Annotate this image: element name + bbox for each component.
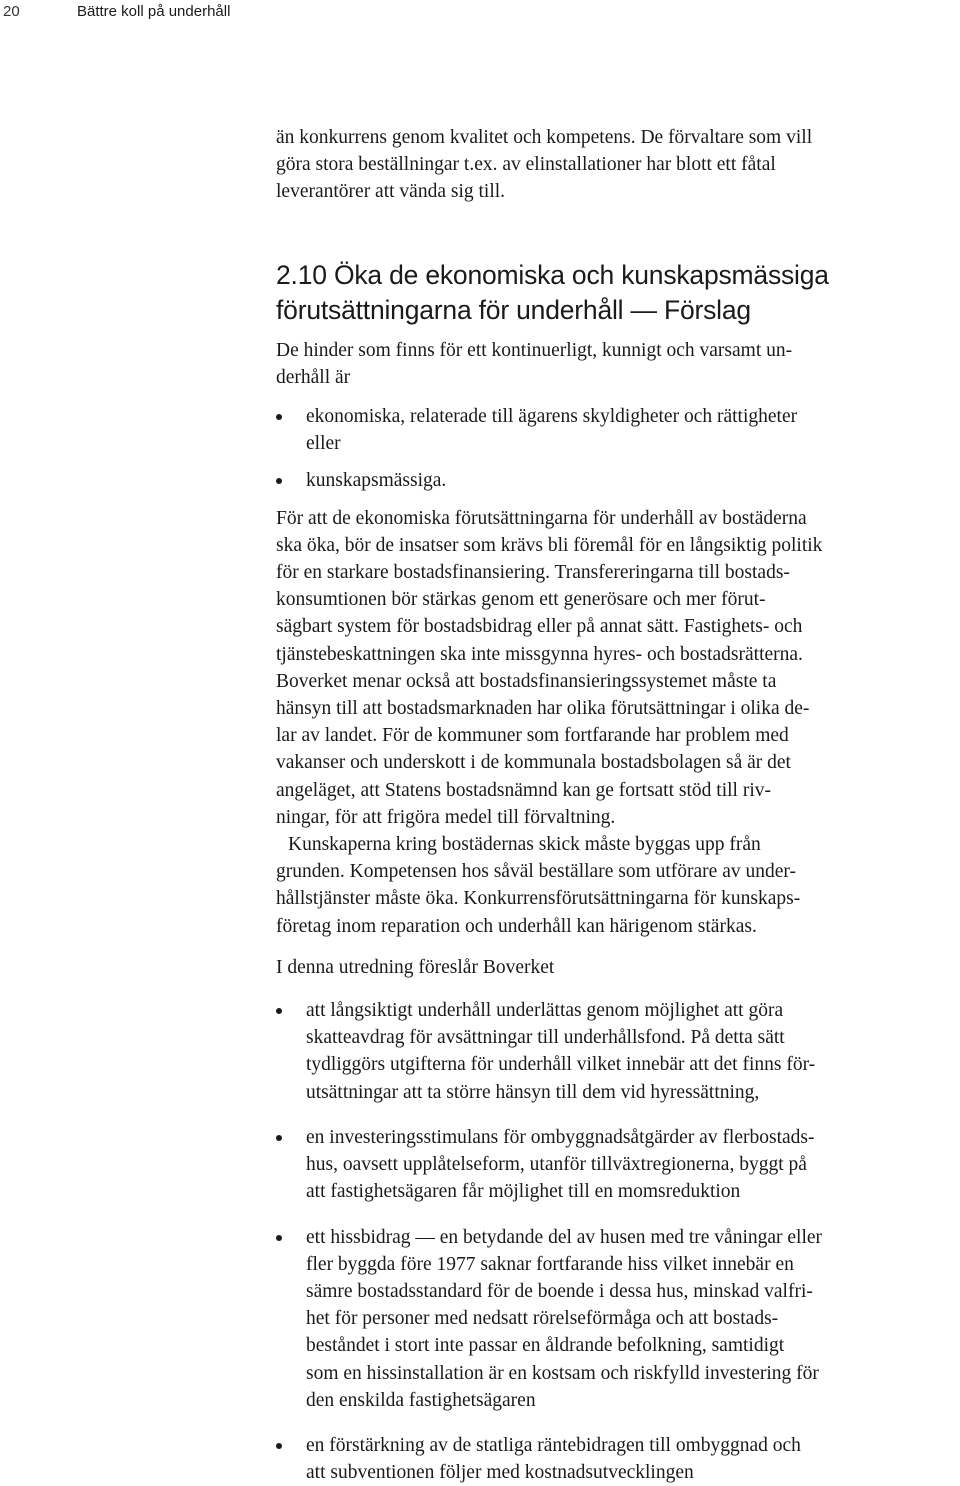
heading-line: förutsättningarna för underhåll — Förslag	[276, 294, 751, 325]
body-paragraph	[276, 505, 960, 831]
text-line: tydliggörs utgifterna för underhåll vilket innebär att det finns för-	[306, 1054, 816, 1076]
text-line: företag inom reparation och underhåll kan härigenom stärkas.	[276, 915, 757, 937]
running-title: Bättre koll på underhåll	[77, 3, 231, 20]
text-line: Boverket menar också att bostadsfinansieringssystemet måste ta	[276, 670, 777, 692]
list-item	[276, 1124, 960, 1206]
text-line: hållstjänster måste öka. Konkurrensförutsättningarna för kunskaps-	[276, 888, 801, 910]
intro-paragraph	[276, 124, 960, 206]
text-line: grunden. Kompetensen hos såväl beställare som utförare av under-	[276, 861, 796, 883]
heading-line: 2.10 Öka de ekonomiska och kunskapsmässiga	[276, 259, 829, 290]
text-line: Kunskaperna kring bostädernas skick måste byggas upp från	[288, 834, 761, 856]
list-item	[276, 403, 960, 457]
bullet-icon	[276, 1135, 282, 1141]
text-line: tjänstebeskattningen ska inte missgynna hyres- och bostadsrätterna.	[276, 643, 803, 665]
bullet-icon	[276, 414, 282, 420]
text-line: att långsiktigt underhåll underlättas genom möjlighet att göra	[306, 1000, 784, 1022]
text-line: konsumtionen bör stärkas genom ett generösare och mer förut-	[276, 589, 766, 611]
text-line: sägbart system för bostadsbidrag eller på annat sätt. Fastighets- och	[276, 616, 803, 638]
page-number: 20	[3, 3, 20, 20]
text-line: De hinder som finns för ett kontinuerligt, kunnigt och varsamt un-	[276, 339, 793, 361]
page-body	[276, 124, 960, 1486]
text-line: eller	[306, 433, 341, 455]
text-line: ska öka, bör de insatser som krävs bli föremål för en långsiktig politik	[276, 534, 823, 556]
obstacle-list	[276, 403, 960, 495]
text-line: en investeringsstimulans för ombyggnadsåtgärder av flerbostads-	[306, 1126, 815, 1148]
lead-paragraph	[276, 337, 960, 391]
text-line: göra stora beställningar t.ex. av elinstallationer har blott ett fåtal	[276, 154, 776, 176]
list-item	[276, 467, 960, 494]
text-line: beståndet i stort inte passar en åldrande befolkning, samtidigt	[306, 1335, 785, 1357]
text-line: sämre bostadsstandard för de boende i dessa hus, minskad valfri-	[306, 1280, 813, 1302]
text-line: hus, oavsett upplåtelseform, utanför tillväxtregionerna, byggt på	[306, 1154, 807, 1176]
text-line: att subventionen följer med kostnadsutvecklingen	[306, 1462, 694, 1484]
proposal-list	[276, 997, 960, 1486]
text-line: utsättningar att ta större hänsyn till dem vid hyressättning,	[306, 1081, 760, 1103]
text-line: skatteavdrag för avsättningar till underhållsfond. På detta sätt	[306, 1027, 785, 1049]
text-line: lar av landet. För de kommuner som fortfarande har problem med	[276, 725, 789, 747]
text-line: fler byggda före 1977 saknar fortfarande hiss vilket innebär en	[306, 1253, 794, 1275]
text-line: en förstärkning av de statliga räntebidragen till ombyggnad och	[306, 1434, 801, 1456]
text-line: hänsyn till att bostadsmarknaden har olika förutsättningar i olika de-	[276, 698, 810, 720]
text-line: ningar, för att frigöra medel till förvaltning.	[276, 806, 616, 828]
section-spacer	[276, 206, 960, 258]
body-paragraph-2	[276, 831, 960, 940]
text-line: att fastighetsägaren får möjlighet till en momsreduktion	[306, 1181, 741, 1203]
list-item	[276, 1432, 960, 1486]
text-line: ett hissbidrag — en betydande del av husen med tre våningar eller	[306, 1226, 823, 1248]
text-line: het för personer med nedsatt rörelseförmåga och att bostads-	[306, 1308, 779, 1330]
bullet-icon	[276, 478, 282, 484]
text-line: ekonomiska, relaterade till ägarens skyldigheter och rättigheter	[306, 406, 798, 428]
section-heading	[276, 258, 960, 328]
bullet-icon	[276, 1008, 282, 1014]
text-line: För att de ekonomiska förutsättningarna för underhåll av bostäderna	[276, 507, 807, 529]
text-line: som en hissinstallation är en kostsam och riskfylld investering för	[306, 1362, 819, 1384]
proposal-lead	[276, 954, 960, 981]
list-item	[276, 1224, 960, 1414]
list-item	[276, 997, 960, 1106]
text-line: den enskilda fastighetsägaren	[306, 1389, 536, 1411]
text-line: derhåll är	[276, 366, 351, 388]
text-line: än konkurrens genom kvalitet och kompetens. De förvaltare som vill	[276, 127, 813, 148]
text-line: I denna utredning föreslår Boverket	[276, 956, 555, 978]
bullet-icon	[276, 1443, 282, 1449]
text-line: vakanser och underskott i de kommunala bostadsbolagen så är det	[276, 752, 791, 774]
bullet-icon	[276, 1235, 282, 1241]
text-line: angeläget, att Statens bostadsnämnd kan ge fortsatt stöd till riv-	[276, 779, 771, 801]
text-line: leverantörer att vända sig till.	[276, 181, 506, 203]
text-line: för en starkare bostadsfinansiering. Transfereringarna till bostads-	[276, 562, 790, 584]
text-line: kunskapsmässiga.	[306, 470, 447, 492]
